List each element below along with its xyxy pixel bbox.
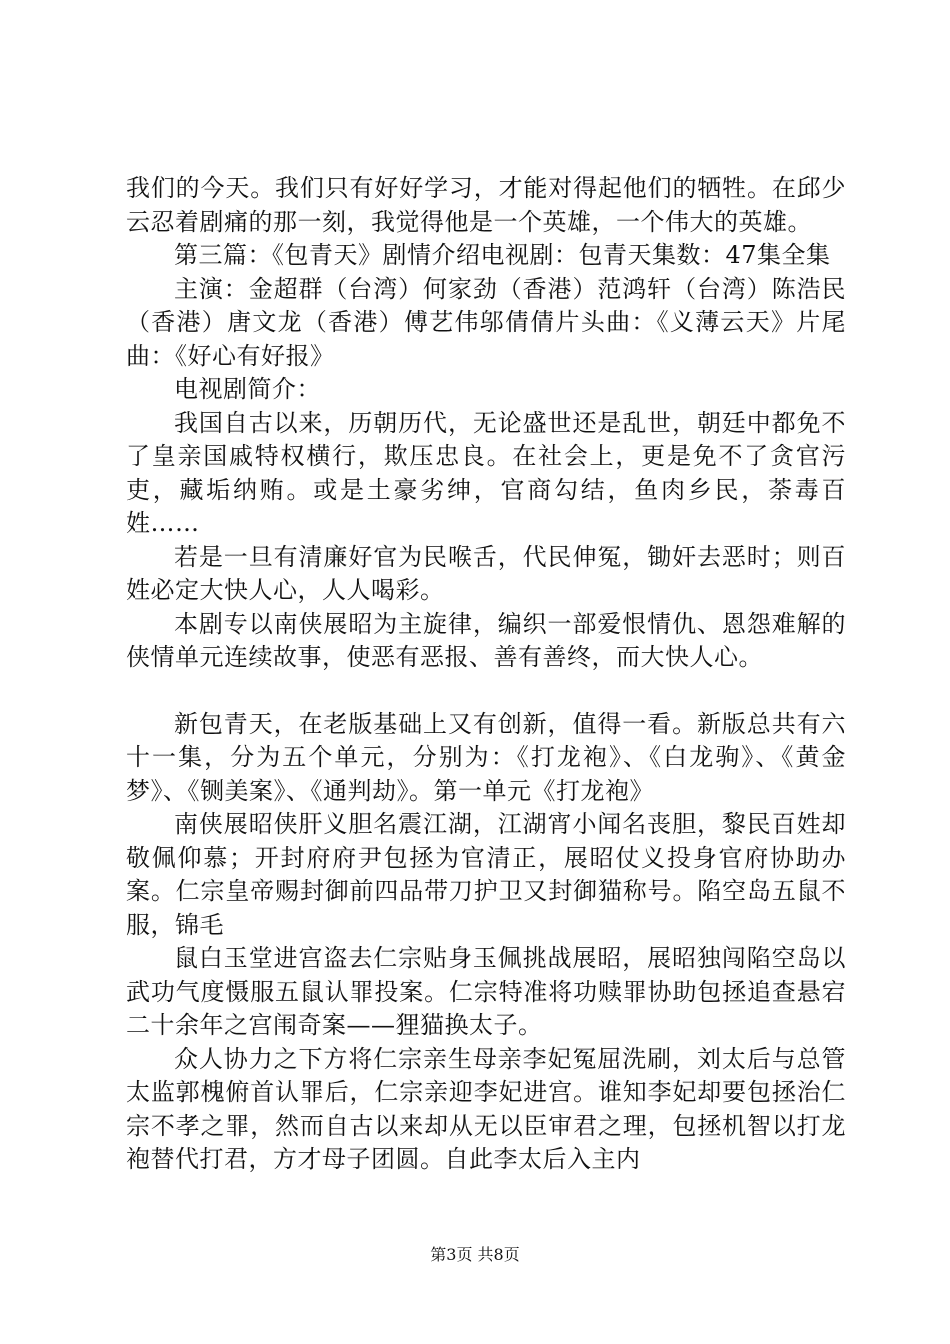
- paragraph-9: 南侠展昭侠肝义胆名震江湖，江湖宵小闻名丧胆，黎民百姓却敬佩仰慕；开封府府尹包拯为官清正，展昭仗义投身官府协助办案。仁宗皇帝赐封御前四品带刀护卫又封御猫称号。陷空岛五鼠不服，锦毛: [126, 810, 846, 939]
- paragraph-4: 电视剧简介：: [174, 375, 321, 403]
- paragraph-6: 若是一旦有清廉好官为民喉舌，代民伸冤，锄奸去恶时；则百姓必定大快人心，人人喝彩。: [126, 542, 846, 604]
- paragraph-8: 新包青天，在老版基础上又有创新，值得一看。新版总共有六十一集，分为五个单元，分别为：《打龙袍》、《白龙驹》、《黄金梦》、《铡美案》、《通判劫》。第一单元《打龙袍》: [126, 709, 846, 805]
- page-number-footer: 第3页 共8页: [430, 1245, 520, 1264]
- paragraph-3: 主演：金超群（台湾）何家劲（香港）范鸿轩（台湾）陈浩民（香港）唐文龙（香港）傅艺伟邬倩倩片头曲：《义薄云天》片尾曲：《好心有好报》: [126, 274, 846, 370]
- document-body: [126, 172, 846, 1177]
- paragraph-1: 我们的今天。我们只有好好学习，才能对得起他们的牺牲。在邱少云忍着剧痛的那一刻，我觉得他是一个英雄，一个伟大的英雄。: [126, 174, 846, 236]
- paragraph-10: 鼠白玉堂进宫盗去仁宗贴身玉佩挑战展昭，展昭独闯陷空岛以武功气度慑服五鼠认罪投案。仁宗特准将功赎罪协助包拯追查悬宕二十余年之宫闱奇案——狸猫换太子。: [126, 944, 846, 1039]
- paragraph-11: 众人协力之下方将仁宗亲生母亲李妃冤屈洗刷，刘太后与总管太监郭槐俯首认罪后，仁宗亲迎李妃进宫。谁知李妃却要包拯治仁宗不孝之罪，然而自古以来却从无以臣审君之理，包拯机智以打龙袍替代打君，方才母子团圆。自此李太后入主内: [126, 1044, 846, 1173]
- paragraph-7: 本剧专以南侠展昭为主旋律，编织一部爱恨情仇、恩怨难解的侠情单元连续故事，使恶有恶报、善有善终，而大快人心。: [126, 609, 846, 671]
- paragraph-5: 我国自古以来，历朝历代，无论盛世还是乱世，朝廷中都免不了皇亲国戚特权横行，欺压忠良。在社会上，更是免不了贪官污吏，藏垢纳贿。或是土豪劣绅，官商勾结，鱼肉乡民，荼毒百姓……: [126, 408, 846, 537]
- paragraph-2: 第三篇：《包青天》剧情介绍电视剧：包青天集数：47集全集: [174, 241, 831, 269]
